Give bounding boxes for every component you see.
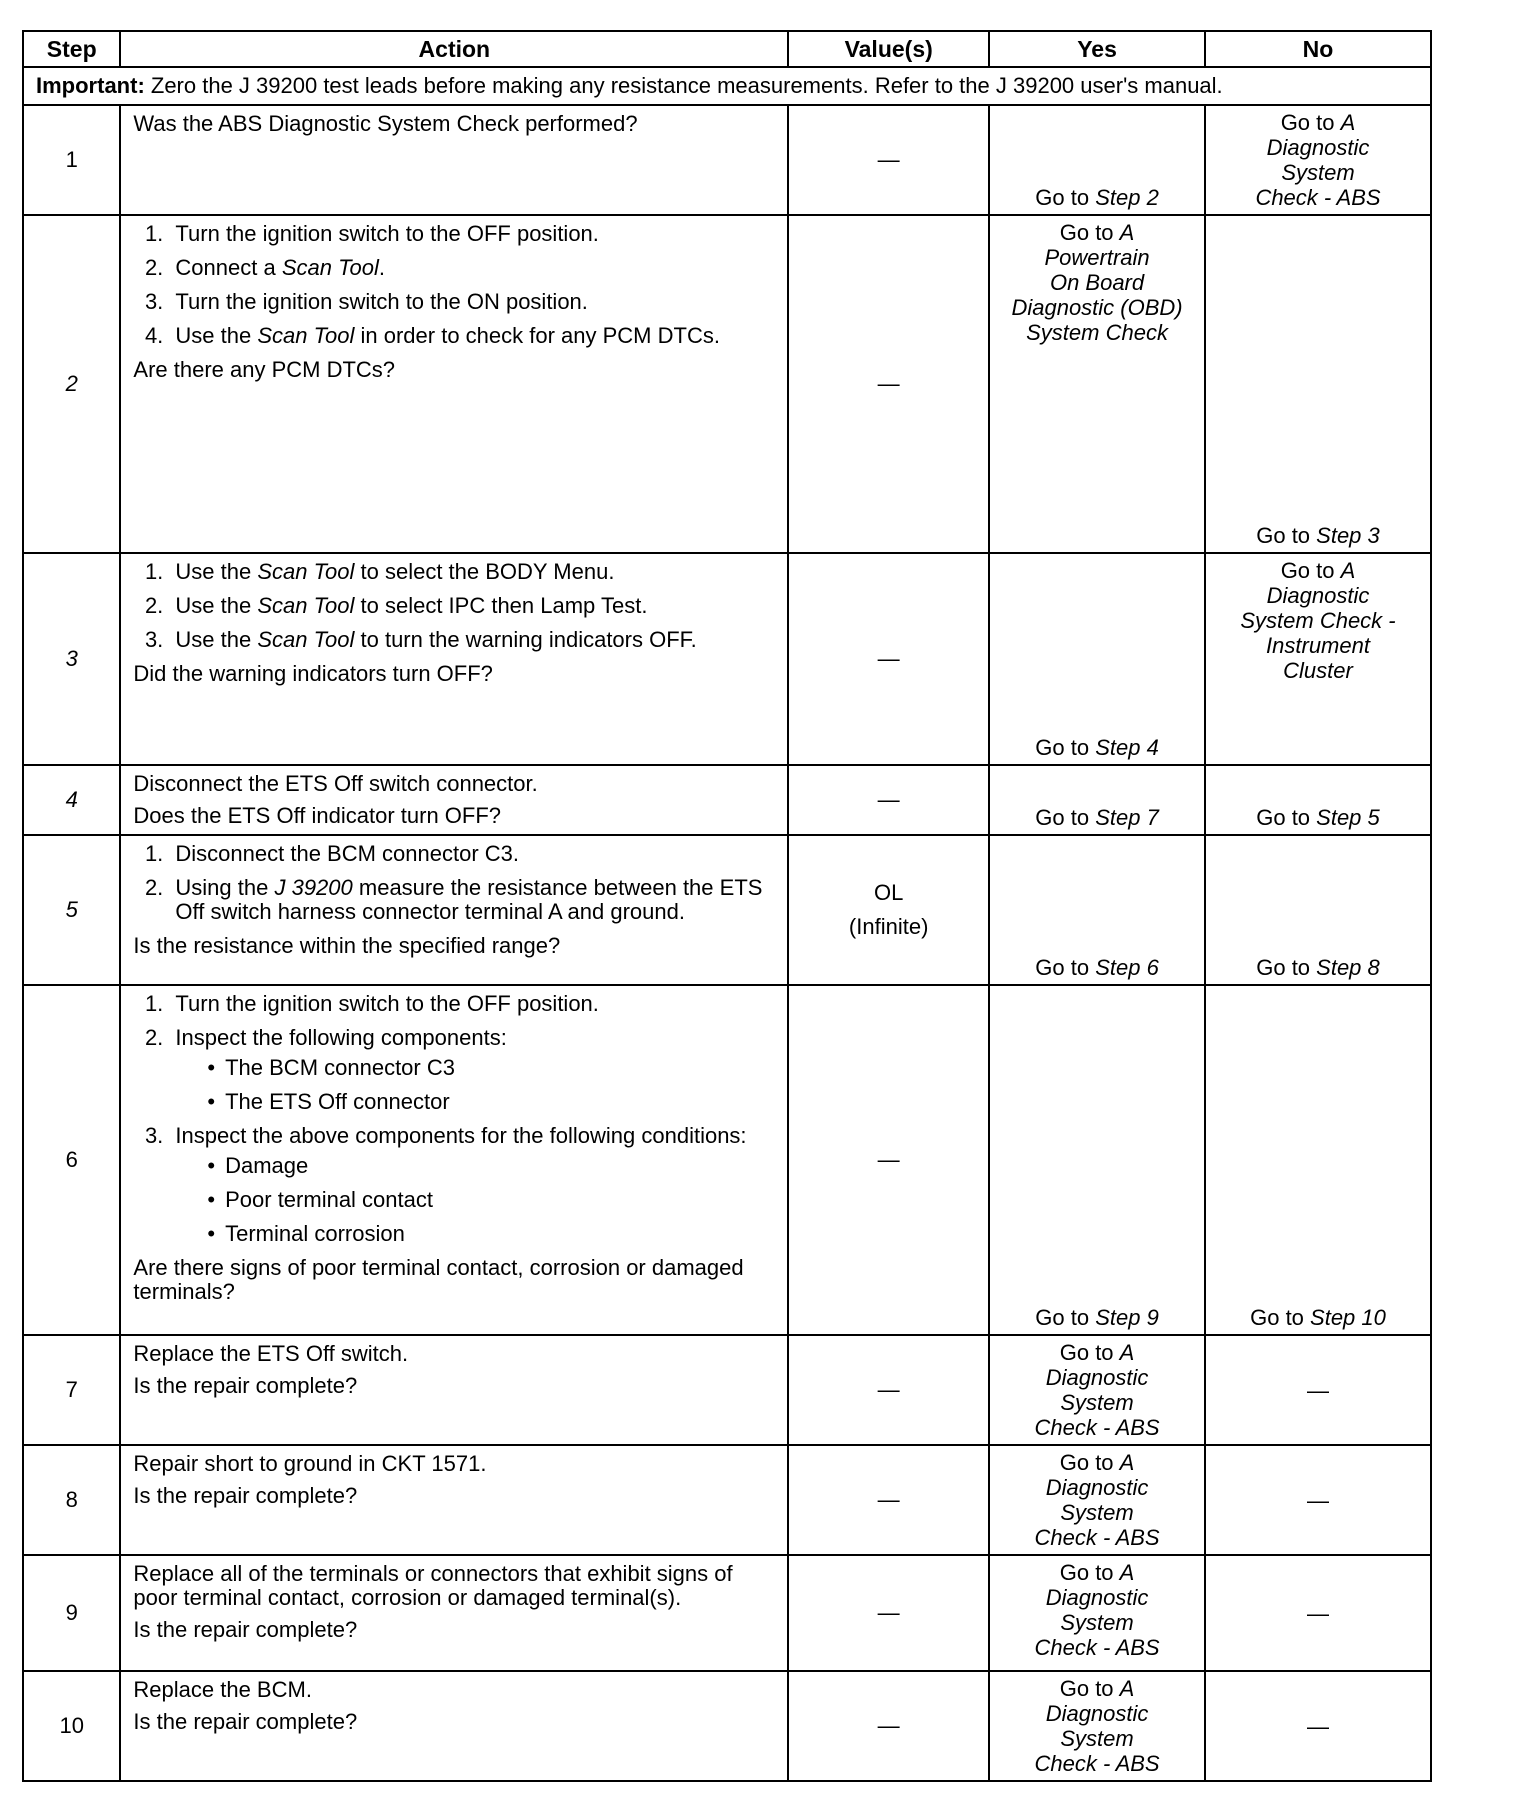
- bullet-item: • The BCM connector C3: [201, 1056, 775, 1080]
- goto-prefix: Go to: [1280, 558, 1341, 583]
- goto-reference: Step 8: [1316, 955, 1380, 980]
- goto-prefix: Go to: [1059, 220, 1120, 245]
- yes-cell: [989, 553, 1205, 765]
- important-text: Zero the J 39200 test leads before making any resistance measurements. Refer to the J 39200 user's manual.: [144, 73, 1223, 98]
- action-item: 2. Use the Scan Tool to select IPC then Lamp Test.: [169, 594, 775, 618]
- step-number: 6: [23, 985, 120, 1335]
- step-number: 5: [23, 835, 120, 985]
- step-question: Is the repair complete?: [133, 1373, 358, 1398]
- step-number: 7: [23, 1335, 120, 1445]
- step-question: Is the resistance within the specified range?: [133, 933, 561, 958]
- no-cell: —: [1205, 1335, 1431, 1445]
- action-item: 2. Inspect the following components: • The BCM connector C3 • The ETS Off connector: [169, 1026, 775, 1114]
- no-cell: [1205, 765, 1431, 835]
- step-question: Does the ETS Off indicator turn OFF?: [133, 803, 502, 828]
- value-ol: OL: [873, 880, 904, 905]
- table-row: [23, 1671, 1431, 1781]
- table-row: [23, 1445, 1431, 1555]
- header-row: [23, 31, 1431, 67]
- yes-cell: Go to A Powertrain On Board Diagnostic (OBD) System Check: [989, 215, 1205, 553]
- value-cell: —: [788, 1445, 989, 1555]
- header-action: Action: [120, 31, 788, 67]
- yes-cell: Go to A Diagnostic System Check - ABS: [989, 1335, 1205, 1445]
- action-cell: [120, 1555, 788, 1671]
- value-cell: —: [788, 105, 989, 215]
- action-list: [133, 560, 775, 652]
- goto-prefix: Go to: [1059, 1560, 1120, 1585]
- step-question: Is the repair complete?: [133, 1617, 358, 1642]
- table-row: [23, 553, 1431, 765]
- bullet-item: • The ETS Off connector: [201, 1090, 775, 1114]
- step-number: 4: [23, 765, 120, 835]
- table-row: [23, 1335, 1431, 1445]
- no-cell: [1205, 215, 1431, 553]
- yes-cell: [989, 985, 1205, 1335]
- action-item: 2. Using the J 39200 measure the resistance between the ETS Off switch harness connector terminal A and ground.: [169, 876, 775, 924]
- action-line: Disconnect the ETS Off switch connector.: [133, 771, 538, 796]
- goto-prefix: Go to: [1035, 805, 1096, 830]
- goto-prefix: Go to: [1035, 735, 1096, 760]
- action-item: 3. Inspect the above components for the following conditions: • Damage • Poor terminal contact • Terminal corrosion: [169, 1124, 775, 1246]
- no-cell: —: [1205, 1671, 1431, 1781]
- value-cell: —: [788, 1555, 989, 1671]
- table-row: [23, 765, 1431, 835]
- diagnostic-table: [22, 30, 1432, 1782]
- step-question: Was the ABS Diagnostic System Check performed?: [133, 111, 638, 136]
- no-cell: [1205, 105, 1431, 215]
- action-list: [133, 992, 775, 1246]
- no-cell: [1205, 835, 1431, 985]
- table-row: [23, 215, 1431, 553]
- goto-prefix: Go to: [1256, 523, 1317, 548]
- action-item: 3. Turn the ignition switch to the ON position.: [169, 290, 775, 314]
- action-cell: [120, 553, 788, 765]
- header-no: No: [1205, 31, 1431, 67]
- action-item: 4. Use the Scan Tool in order to check for any PCM DTCs.: [169, 324, 775, 348]
- no-cell: —: [1205, 1555, 1431, 1671]
- goto-prefix: Go to: [1059, 1676, 1120, 1701]
- step-question: Did the warning indicators turn OFF?: [133, 661, 493, 686]
- action-item: 3. Use the Scan Tool to turn the warning indicators OFF.: [169, 628, 775, 652]
- table-row: [23, 835, 1431, 985]
- step-question: Is the repair complete?: [133, 1709, 358, 1734]
- value-infinite: (Infinite): [848, 914, 929, 939]
- step-question: Are there signs of poor terminal contact, corrosion or damaged terminals?: [133, 1255, 744, 1304]
- action-item: 1. Turn the ignition switch to the OFF position.: [169, 992, 775, 1016]
- step-question: Are there any PCM DTCs?: [133, 357, 396, 382]
- goto-reference: Step 9: [1095, 1305, 1159, 1330]
- goto-prefix: Go to: [1280, 110, 1341, 135]
- goto-reference: Step 10: [1310, 1305, 1386, 1330]
- value-cell: —: [788, 215, 989, 553]
- action-line: Repair short to ground in CKT 1571.: [133, 1451, 487, 1476]
- goto-reference: Check - ABS: [1255, 185, 1381, 210]
- action-cell: [120, 1335, 788, 1445]
- goto-reference: Step 3: [1316, 523, 1380, 548]
- no-cell: —: [1205, 1445, 1431, 1555]
- step-number: 1: [23, 105, 120, 215]
- yes-cell: [989, 835, 1205, 985]
- yes-cell: [989, 765, 1205, 835]
- action-cell: [120, 985, 788, 1335]
- bullet-list: [175, 1056, 775, 1114]
- goto-prefix: Go to: [1035, 185, 1096, 210]
- goto-prefix: Go to: [1250, 1305, 1311, 1330]
- goto-prefix: Go to: [1256, 955, 1317, 980]
- action-cell: [120, 1445, 788, 1555]
- action-item: 1. Use the Scan Tool to select the BODY Menu.: [169, 560, 775, 584]
- value-cell: —: [788, 1671, 989, 1781]
- no-cell: Go to A Diagnostic System Check - Instrument Cluster: [1205, 553, 1431, 765]
- goto-reference: Step 2: [1095, 185, 1159, 210]
- table-row: [23, 105, 1431, 215]
- value-cell: [788, 835, 989, 985]
- header-values: Value(s): [788, 31, 989, 67]
- action-item: 1. Disconnect the BCM connector C3.: [169, 842, 775, 866]
- important-label: Important:: [36, 73, 145, 98]
- action-cell: [120, 215, 788, 553]
- goto-reference: Step 6: [1095, 955, 1159, 980]
- goto-reference: Step 4: [1095, 735, 1159, 760]
- goto-reference: Step 5: [1316, 805, 1380, 830]
- goto-prefix: Go to: [1035, 955, 1096, 980]
- yes-cell: Go to A Diagnostic System Check - ABS: [989, 1555, 1205, 1671]
- step-number: 10: [23, 1671, 120, 1781]
- action-line: Replace all of the terminals or connectors that exhibit signs of poor terminal contact, corrosion or damaged terminal(s).: [133, 1561, 733, 1610]
- action-line: Replace the BCM.: [133, 1677, 312, 1702]
- yes-cell: Go to A Diagnostic System Check - ABS: [989, 1671, 1205, 1781]
- step-number: 8: [23, 1445, 120, 1555]
- goto-reference: Diagnostic: [1266, 135, 1370, 160]
- table-row: [23, 1555, 1431, 1671]
- action-list: [133, 842, 775, 924]
- value-cell: —: [788, 553, 989, 765]
- step-number: 9: [23, 1555, 120, 1671]
- bullet-item: • Damage: [201, 1154, 775, 1178]
- yes-cell: [989, 105, 1205, 215]
- important-row: [23, 67, 1431, 105]
- important-note: [23, 67, 1431, 105]
- yes-cell: Go to A Diagnostic System Check - ABS: [989, 1445, 1205, 1555]
- goto-reference: System: [1281, 160, 1355, 185]
- bullet-list: [175, 1154, 775, 1246]
- goto-prefix: Go to: [1035, 1305, 1096, 1330]
- goto-prefix: Go to: [1059, 1450, 1120, 1475]
- step-number: 3: [23, 553, 120, 765]
- action-cell: [120, 835, 788, 985]
- action-line: Replace the ETS Off switch.: [133, 1341, 409, 1366]
- action-cell: [120, 765, 788, 835]
- value-cell: —: [788, 985, 989, 1335]
- action-cell: [120, 1671, 788, 1781]
- value-cell: —: [788, 765, 989, 835]
- goto-prefix: Go to: [1256, 805, 1317, 830]
- value-cell: —: [788, 1335, 989, 1445]
- header-step: Step: [23, 31, 120, 67]
- goto-reference: Step 7: [1095, 805, 1159, 830]
- action-cell: [120, 105, 788, 215]
- bullet-item: • Poor terminal contact: [201, 1188, 775, 1212]
- step-number: 2: [23, 215, 120, 553]
- action-list: [133, 222, 775, 348]
- header-yes: Yes: [989, 31, 1205, 67]
- bullet-item: • Terminal corrosion: [201, 1222, 775, 1246]
- step-question: Is the repair complete?: [133, 1483, 358, 1508]
- action-item: 2. Connect a Scan Tool.: [169, 256, 775, 280]
- no-cell: [1205, 985, 1431, 1335]
- table-row: [23, 985, 1431, 1335]
- goto-prefix: Go to: [1059, 1340, 1120, 1365]
- action-item: 1. Turn the ignition switch to the OFF position.: [169, 222, 775, 246]
- goto-reference: A: [1340, 110, 1356, 135]
